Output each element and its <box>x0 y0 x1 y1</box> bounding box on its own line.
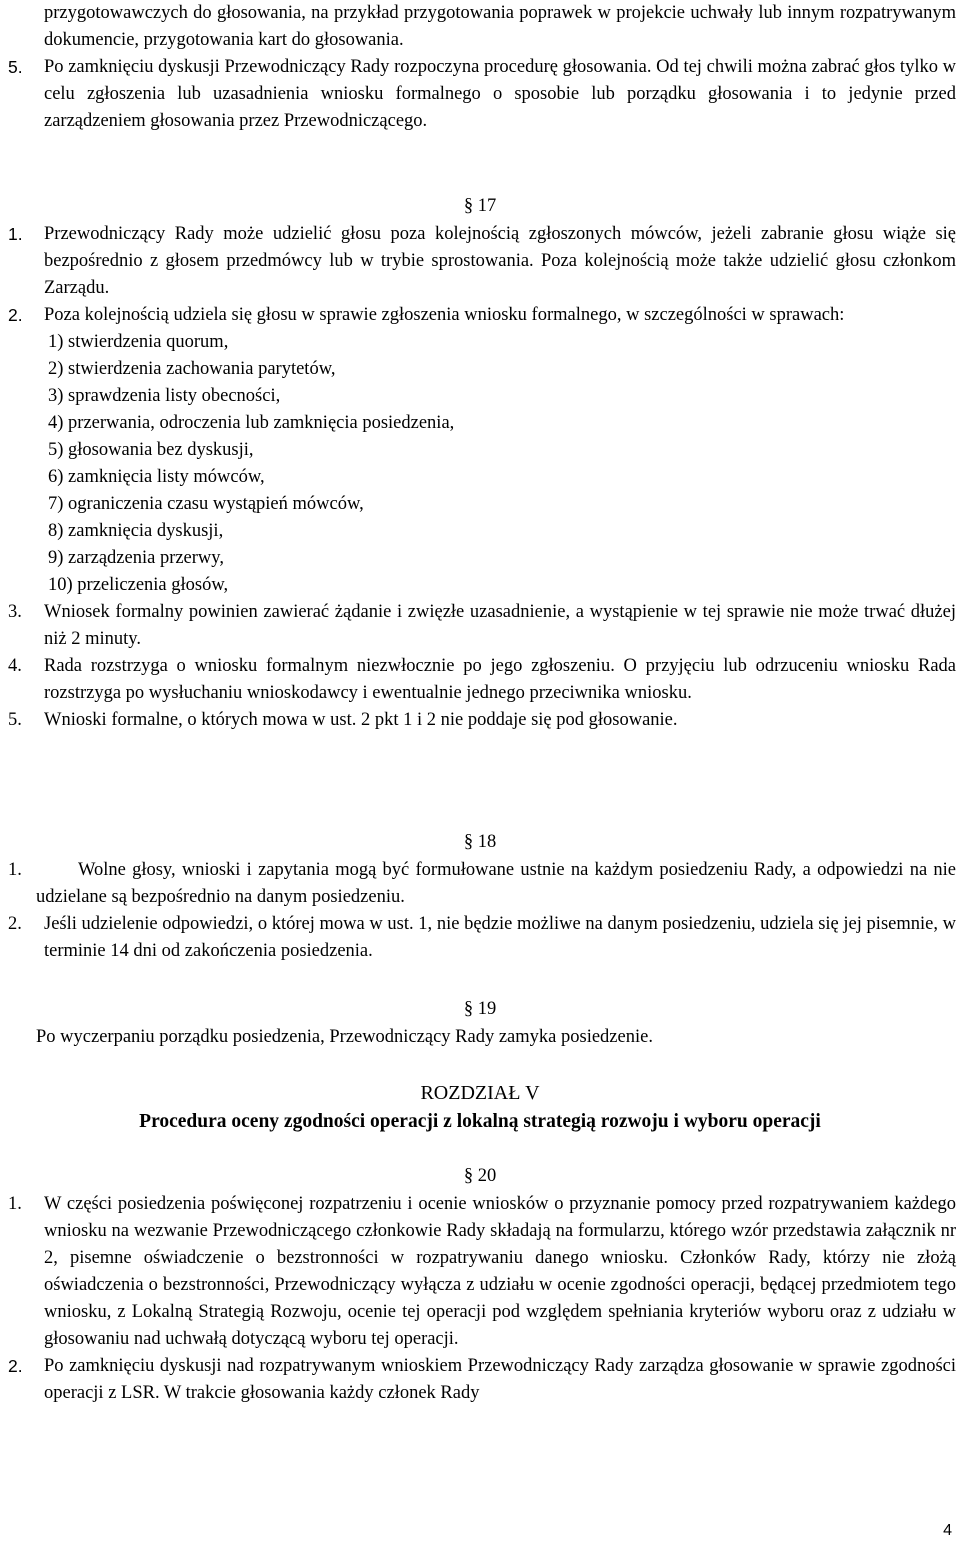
sub-item: 8) zamknięcia dyskusji, <box>48 521 224 541</box>
item-number: 1. <box>8 224 23 244</box>
chapter-title: ROZDZIAŁ V <box>420 1082 540 1104</box>
sub-item: 4) przerwania, odroczenia lub zamknięcia posiedzenia, <box>48 413 455 433</box>
section-heading: § 19 <box>463 999 497 1019</box>
continued-paragraph <box>8 0 956 135</box>
section-19-text: Po wyczerpaniu porządku posiedzenia, Przewodniczący Rady zamyka posiedzenie. <box>36 1027 653 1047</box>
sub-item: 7) ograniczenia czasu wystąpień mówców, <box>48 494 364 514</box>
item-number: 5. <box>8 57 23 77</box>
item-text: Po zamknięciu dyskusji nad rozpatrywanym wnioskiem Przewodniczący Rady zarządza głosowanie w sprawie zgodności operacji z LSR. W trakcie głosowania każdy członek Rady <box>44 1356 956 1403</box>
item-text: Po zamknięciu dyskusji Przewodniczący Rady rozpoczyna procedurę głosowania. Od tej chwili można zabrać głos tylko w celu zgłoszenia lub uzasadnienia wniosku formalnego o sposobie lub porządku głosowania i to jedynie przed zarządzeniem głosowania przez Przewodniczącego. <box>44 57 956 131</box>
list-item <box>8 302 956 329</box>
item-text: Wniosek formalny powinien zawierać żądanie i zwięzłe uzasadnienie, a wystąpienie w tej sprawie nie może trwać dłużej niż 2 minuty. <box>44 602 956 649</box>
sub-item: 2) stwierdzenia zachowania parytetów, <box>48 359 336 379</box>
page-number: 4 <box>943 1522 952 1539</box>
sub-item: 1) stwierdzenia quorum, <box>48 332 229 352</box>
item-number: 1. <box>8 860 22 880</box>
list-item <box>8 599 956 653</box>
list-item <box>8 1353 956 1407</box>
item-text: Wolne głosy, wnioski i zapytania mogą być formułowane ustnie na każdym posiedzeniu Rady, a odpowiedzi na nie udzielane są bezpośrednio na danym posiedzeniu. <box>36 860 956 907</box>
item-text: Wnioski formalne, o których mowa w ust. 2 pkt 1 i 2 nie poddaje się pod głosowanie. <box>44 710 678 730</box>
section-17 <box>8 221 956 734</box>
sub-list <box>8 329 956 599</box>
section-18 <box>8 857 956 965</box>
list-item <box>8 1191 956 1353</box>
section-20 <box>8 1191 956 1407</box>
item-number: 4. <box>8 656 22 676</box>
continued-text: przygotowawczych do głosowania, na przykład przygotowania poprawek w projekcie uchwały lub innym rozpatrywanym dokumencie, przygotowania kart do głosowania. <box>44 3 956 50</box>
item-number: 1. <box>8 1194 22 1214</box>
item-number: 2. <box>8 305 23 325</box>
sub-item: 6) zamknięcia listy mówców, <box>48 467 265 487</box>
section-heading: § 20 <box>463 1166 497 1186</box>
item-number: 2. <box>8 914 22 934</box>
item-text: Jeśli udzielenie odpowiedzi, o której mowa w ust. 1, nie będzie możliwe na danym posiedzeniu, udziela się jej pisemnie, w terminie 14 dni od zakończenia posiedzenia. <box>44 914 956 961</box>
sub-item: 9) zarządzenia przerwy, <box>48 548 224 568</box>
section-heading: § 18 <box>463 832 497 852</box>
section-heading: § 17 <box>463 196 497 216</box>
list-item <box>8 54 956 135</box>
list-item <box>8 707 956 734</box>
item-text: Poza kolejnością udziela się głosu w sprawie zgłoszenia wniosku formalnego, w szczególności w sprawach: <box>44 305 845 325</box>
item-number: 3. <box>8 602 22 622</box>
chapter-subtitle: Procedura oceny zgodności operacji z lokalną strategią rozwoju i wyboru operacji <box>139 1111 821 1132</box>
list-item <box>8 911 956 965</box>
list-item <box>8 221 956 302</box>
list-item <box>8 857 956 911</box>
item-text: Przewodniczący Rady może udzielić głosu poza kolejnością zgłoszonych mówców, jeżeli zabranie głosu wiąże się bezpośrednio z głosem przedmówcy lub w trybie sprostowania. Poza kolejnością może także udzielić głosu członkom Zarządu. <box>44 224 956 298</box>
sub-item: 10) przeliczenia głosów, <box>48 575 229 595</box>
sub-item: 3) sprawdzenia listy obecności, <box>48 386 281 406</box>
item-number: 5. <box>8 710 22 730</box>
list-item <box>8 653 956 707</box>
item-text: W części posiedzenia poświęconej rozpatrzeniu i ocenie wniosków o przyznanie pomocy przed rozpatrywaniem każdego wniosku na wezwanie Przewodniczącego członkowie Rady składają na formularzu, którego wzór przedstawia załącznik nr 2, pisemne oświadczenie o bezstronności w rozpatrywaniu danego wniosku. Członków Rady, którzy nie złożą oświadczenia o bezstronności, Przewodniczący wyłącza z udziału w ocenie zgodności operacji, będącej przedmiotem tego wniosku, z Lokalną Strategią Rozwoju, ocenie tej operacji pod względem spełniania kryteriów wyboru oraz z udziału w głosowaniu nad uchwałą dotyczącą wyboru tej operacji. <box>44 1194 956 1349</box>
sub-item: 5) głosowania bez dyskusji, <box>48 440 254 460</box>
item-text: Rada rozstrzyga o wniosku formalnym niezwłocznie po jego zgłoszeniu. O przyjęciu lub odrzuceniu wniosku Rada rozstrzyga po wysłuchaniu wnioskodawcy i ewentualnie jednego przeciwnika wniosku. <box>44 656 956 703</box>
item-number: 2. <box>8 1356 23 1376</box>
